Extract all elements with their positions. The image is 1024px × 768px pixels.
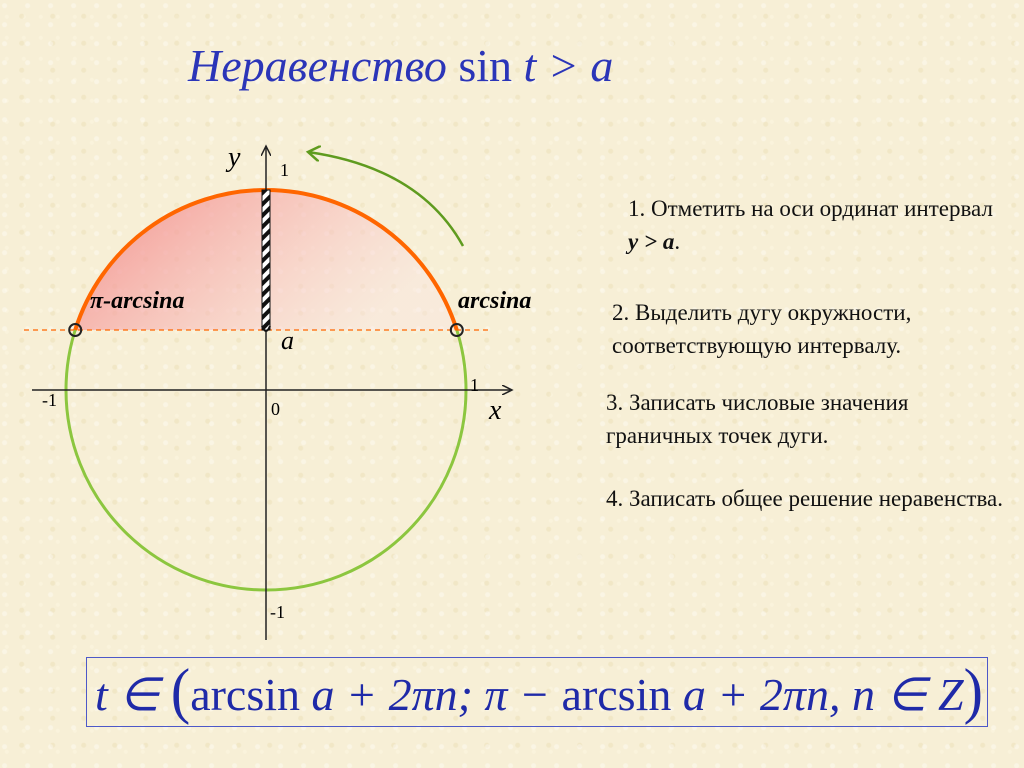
answer-part-1: a + 2πn; π −	[300, 669, 562, 720]
right-point-label: arcsina	[458, 288, 532, 314]
y-tick-bottom: -1	[270, 602, 285, 622]
y-axis-label: y	[228, 142, 241, 173]
general-solution	[86, 657, 988, 727]
step-3: 3. Записать числовые значения граничных точек дуги.	[606, 390, 909, 448]
origin-label: 0	[271, 399, 280, 419]
interval-y-greater-a	[262, 190, 270, 330]
y-tick-top: 1	[280, 160, 289, 180]
title-expr: t > a	[523, 40, 614, 91]
step-1-math: y > a	[628, 229, 675, 254]
x-tick-right: 1	[470, 375, 479, 395]
step-1-text: 1. Отметить на оси ординат интервал	[628, 196, 993, 221]
a-label: a	[281, 326, 294, 355]
step-4: 4. Записать общее решение неравенства.	[606, 486, 1003, 511]
answer-arcsin-1: arcsin	[190, 669, 301, 720]
left-point-label: π-arcsina	[90, 288, 185, 314]
step-2: 2. Выделить дугу окружности, соответствующую интервалу.	[612, 300, 912, 358]
title-func: sin	[458, 40, 513, 91]
x-axis-label: x	[489, 395, 502, 426]
answer-open-paren: (	[170, 655, 191, 726]
step-1	[628, 192, 1008, 258]
step-1-tail: .	[674, 229, 681, 254]
answer-close-paren: )	[963, 655, 983, 726]
x-tick-left: -1	[42, 390, 57, 410]
answer-arcsin-2: arcsin	[561, 669, 672, 720]
title-prefix: Неравенство	[188, 40, 447, 91]
answer-part-2: a + 2πn, n ∈ Z	[671, 669, 964, 720]
answer-t-in: t ∈	[95, 669, 160, 720]
